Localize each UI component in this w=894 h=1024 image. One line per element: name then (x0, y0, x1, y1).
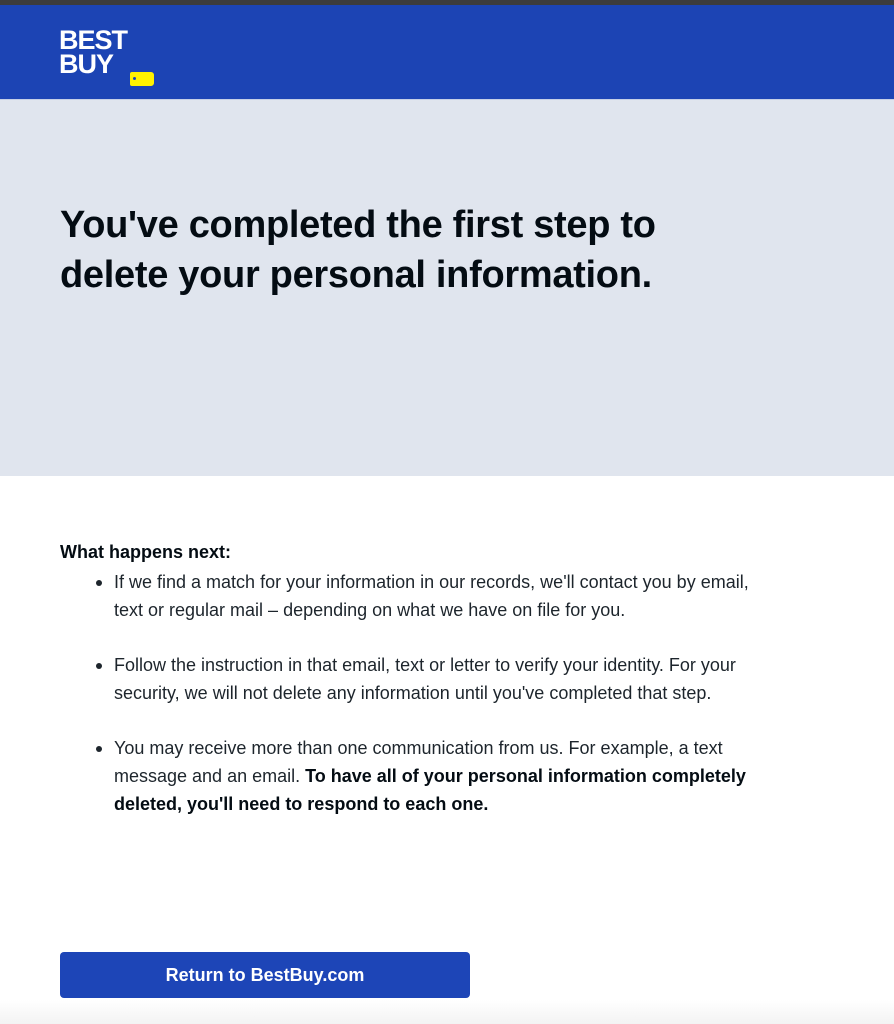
next-steps-list (60, 568, 760, 818)
logo-wordmark (59, 25, 128, 79)
list-item-text: You may receive more than one communication from us. For example, a text message and an email. (114, 738, 723, 786)
site-header (0, 5, 894, 99)
page-bottom (0, 1000, 894, 1024)
return-to-bestbuy-button[interactable]: Return to BestBuy.com (60, 952, 470, 998)
price-tag-icon (130, 72, 154, 86)
list-item (114, 568, 754, 624)
logo-line-2: BUY (59, 49, 114, 79)
next-steps-section (60, 540, 760, 845)
list-item-text: If we find a match for your information in our records, we'll contact you by email, text or regular mail – depending on what we have on file for you. (114, 572, 749, 620)
logo-line-1: BEST (59, 25, 128, 55)
hero-banner (0, 99, 894, 476)
list-item-emphasis: To have all of your personal information completely deleted, you'll need to respond to each one. (114, 766, 746, 814)
page-title: You've completed the first step to delete your personal information. (60, 204, 656, 296)
next-steps-heading: What happens next: (60, 542, 232, 562)
list-item (114, 651, 754, 707)
list-item (114, 734, 754, 818)
list-item-text: Follow the instruction in that email, text or letter to verify your identity. For your security, we will not delete any information until you've completed that step. (114, 655, 736, 703)
best-buy-logo[interactable] (59, 25, 159, 88)
